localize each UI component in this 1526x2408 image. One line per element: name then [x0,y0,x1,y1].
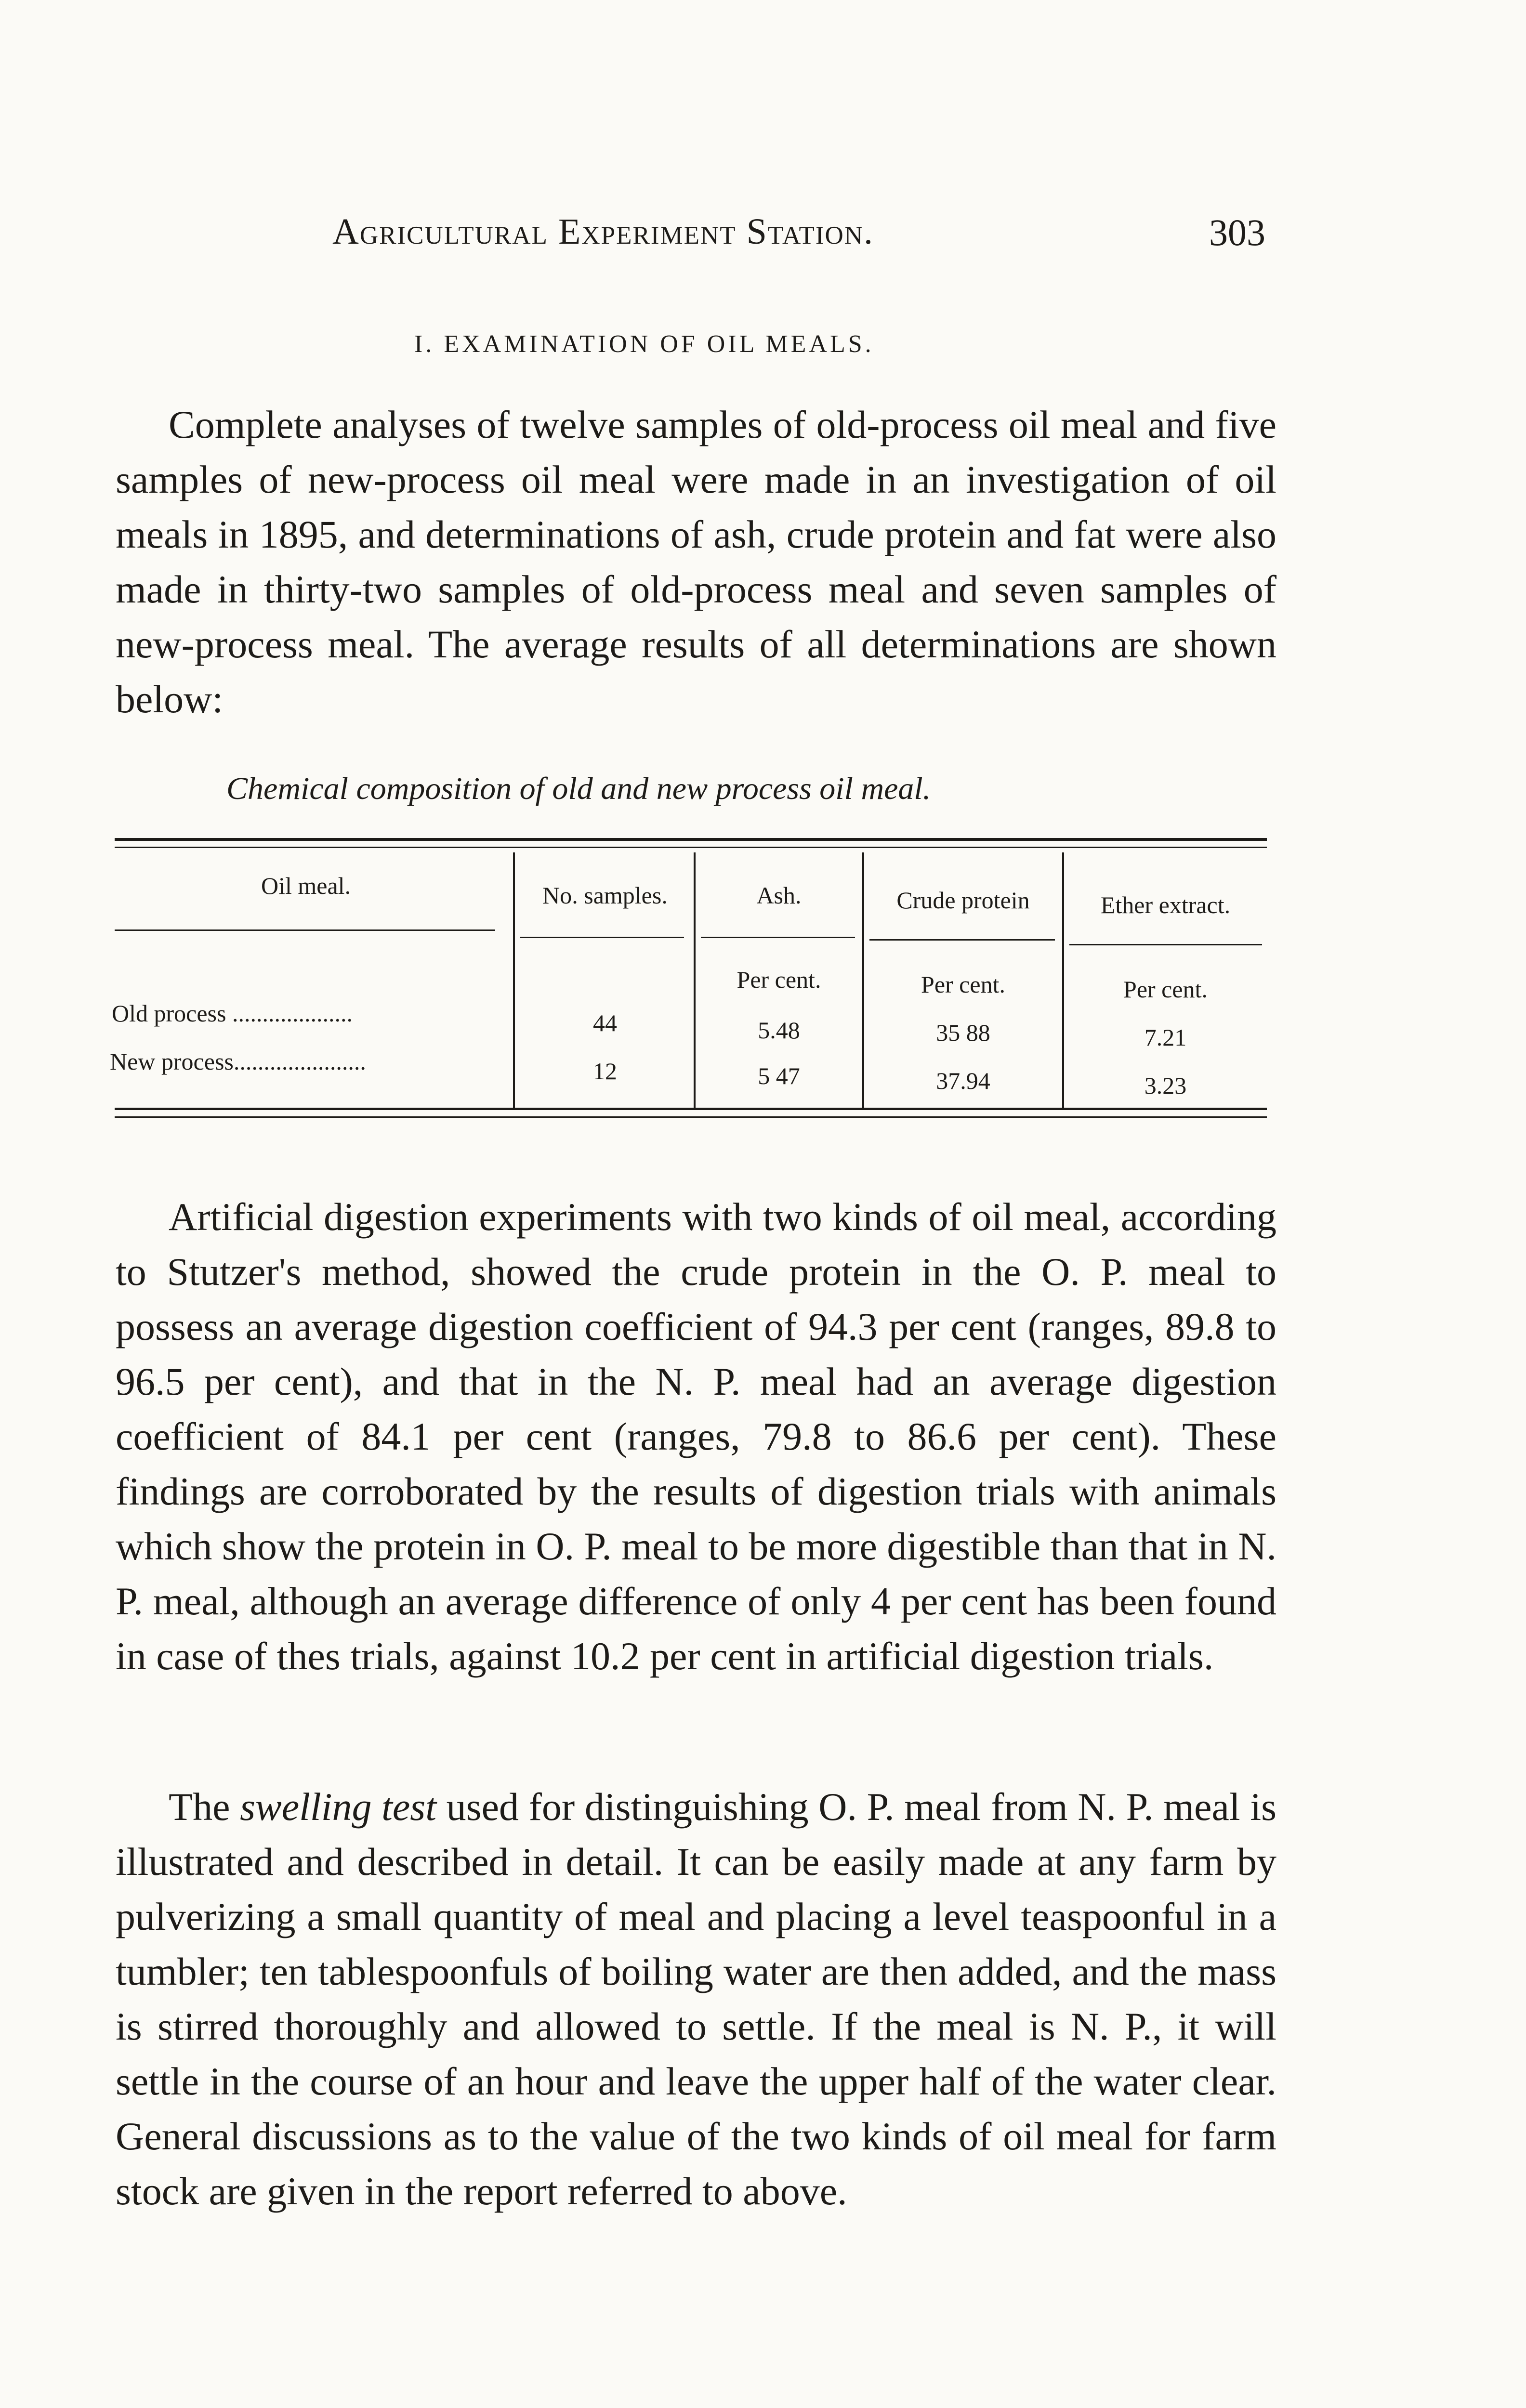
swelling-text-rest: used for distinguishing O. P. meal from N. P. meal is illustrated and described in detail. It can be easily made at any farm by pulverizing a small quantity of meal and placing a level teaspoonful in a tumbler; ten tablespoonfuls of boiling water are then added, and the mass is stirred thoroughly and allowed to settle. If the meal is N. P., it will settle in the course of an hour and leave the upper half of the water clear. General discussions as to the value of the two kinds of oil meal for farm stock are given in the report referred to above. [116,1785,1277,2213]
column-header-ash: Ash. [756,882,802,909]
column-header-ether: Ether extract. [1100,891,1231,918]
cell-ether: 7.21 [1144,1024,1187,1051]
row-label-new-process: New process...................... [110,1048,366,1075]
page-number: 303 [1209,211,1265,253]
header-underline [869,939,1055,941]
paragraph-intro: Complete analyses of twelve samples of old-process oil meal and five samples of new-process oil meal were made in an investigation of oil meals in 1895, and determinations of ash, crude protein and fat were also made in thirty-two samples of old-process meal and seven samples of new-process meal. The average results of all determinations are shown below: [116,403,1276,721]
row-label-old-process: Old process .................... [112,1000,353,1027]
column-header-protein: Crude protein [896,887,1030,914]
cell-ash: 5.48 [758,1017,800,1044]
header-underline [520,937,684,938]
section-heading: I. EXAMINATION OF OIL MEALS. [414,330,874,358]
cell-protein: 35 88 [936,1019,990,1046]
unit-ether: Per cent. [1123,976,1208,1003]
table-caption: Chemical composition of old and new process oil meal. [226,771,931,806]
column-header-samples: No. samples. [542,882,668,909]
swelling-text-start: The [169,1785,240,1829]
cell-samples: 12 [593,1058,617,1085]
table-top-rule-thin [115,847,1267,848]
column-header-oil-meal: Oil meal. [261,872,351,899]
header-underline [115,929,495,931]
cell-samples: 44 [593,1009,617,1036]
cell-protein: 37.94 [936,1067,990,1094]
swelling-test-term: swelling test [240,1785,437,1829]
header-underline [701,937,855,938]
paragraph-digestion: Artificial digestion experiments with two kinds of oil meal, according to Stutzer's method, showed the crude protein in the O. P. meal to possess an average digestion coefficient of 94.3 per cent (ranges, 89.8 to 96.5 per cent), and that in the N. P. meal had an average digestion coefficient of 84.1 per cent (ranges, 79.8 to 86.6 per cent). These findings are corroborated by the results of digestion trials with animals which show the protein in O. P. meal to be more digestible than that in N. P. meal, although an average difference of only 4 per cent has been found in case of thes trials, against 10.2 per cent in artificial digestion trials. [116,1195,1276,1678]
running-head: Agricultural Experiment Station. [332,211,874,252]
table-divider [513,852,515,1108]
paragraph-swelling-test [116,1780,1276,2219]
cell-ash: 5 47 [758,1062,800,1089]
unit-protein: Per cent. [921,971,1005,998]
table-bottom-rule [115,1108,1267,1110]
cell-ether: 3.23 [1144,1072,1187,1099]
table-top-rule [115,838,1267,841]
header-underline [1069,944,1262,945]
table-bottom-rule-thin [115,1116,1267,1118]
unit-ash: Per cent. [737,966,821,993]
